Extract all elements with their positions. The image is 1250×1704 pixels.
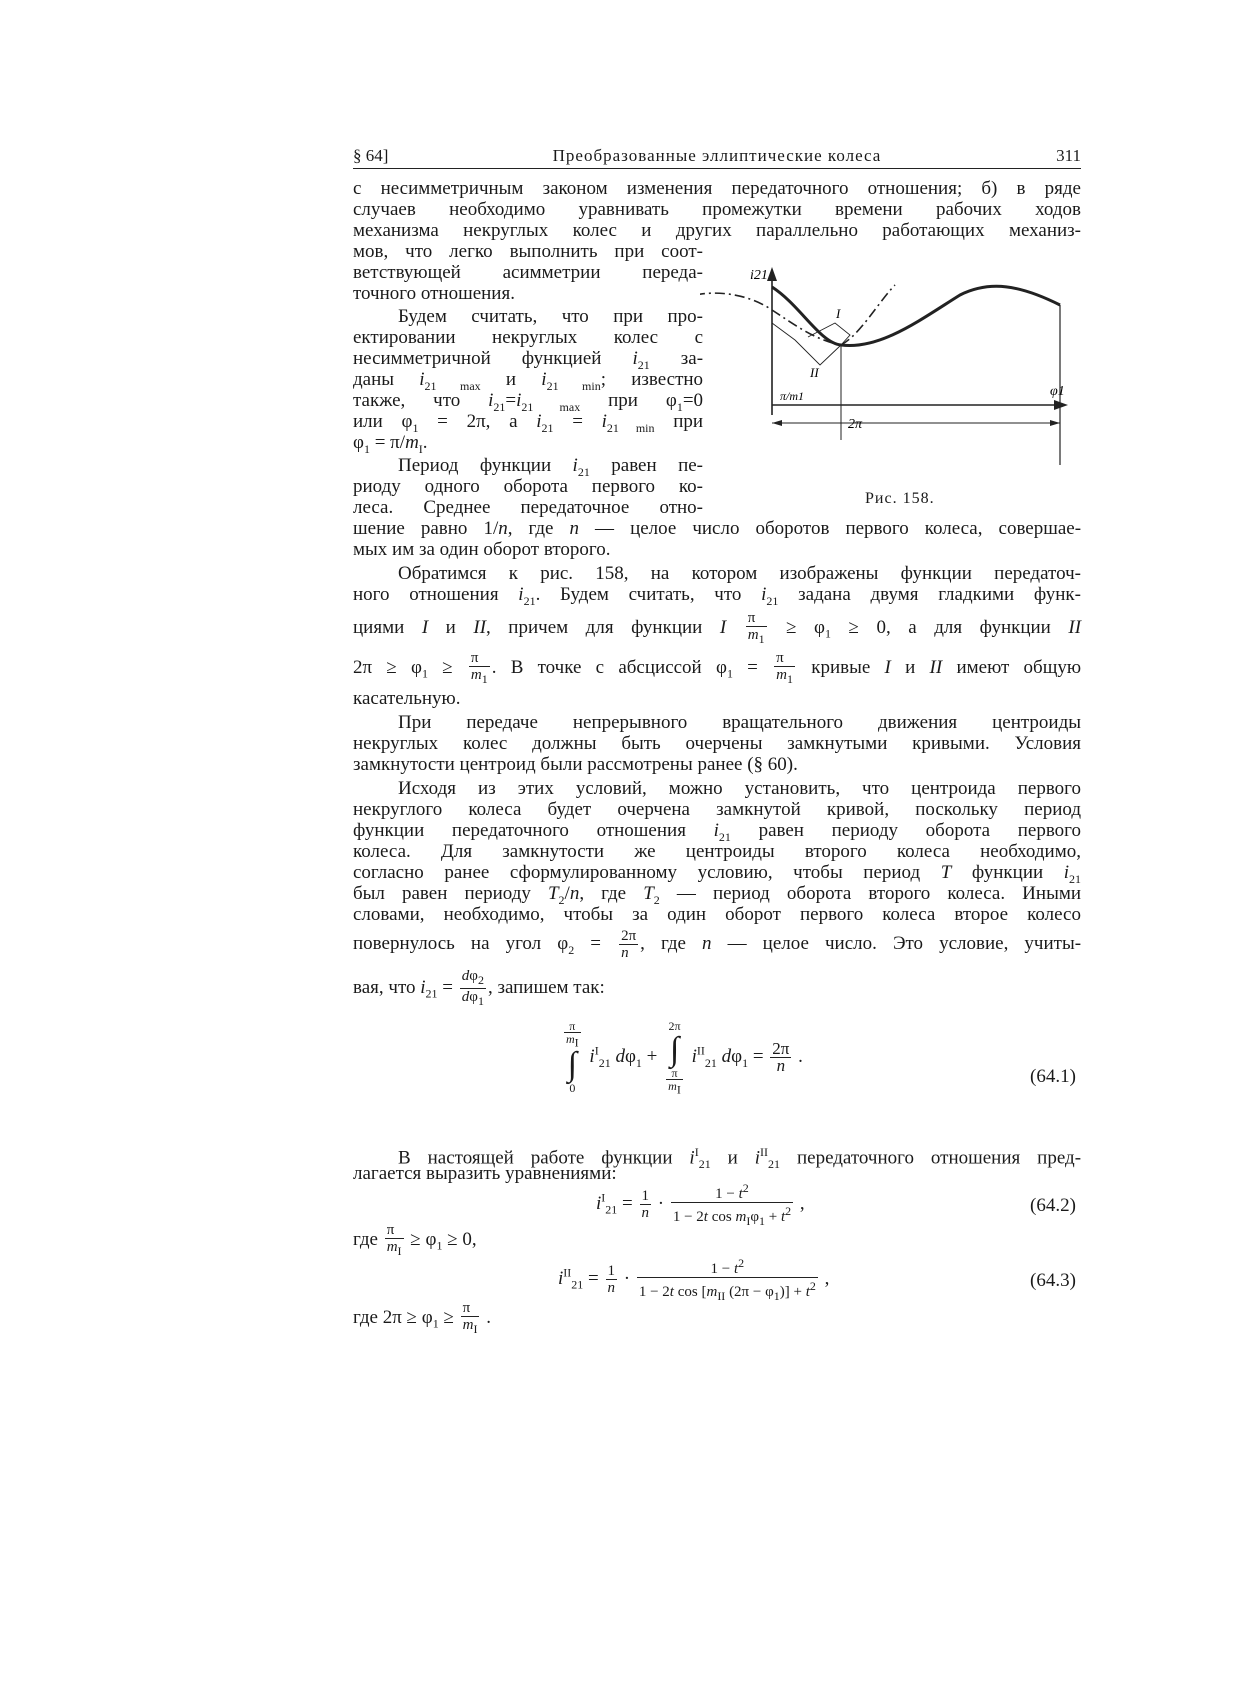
equation-64-2: $i^I_{21}$ = $\frac{1}{n}$ · $\frac{1 - t^2}{1 - 2t \cos m_I\varphi_1 + t^2}$ ,: [596, 1181, 805, 1228]
text-line: некруглых колес должны быть очерчены замкнутыми кривыми. Условия: [353, 733, 1081, 754]
text-line: $2\pi \ge \varphi_1$ ≥ $\frac{\pi}{m_1}$ . В точке с абсциссой $\varphi_1$ = $\frac{\pi}{m_1}$ кривые I и II имеют общую: [353, 650, 1082, 686]
text-line: также, что $i_{21}=i_{21 max}$ при $\varphi_1=0$: [353, 390, 704, 414]
section-number: § 64]: [353, 146, 389, 165]
text-line: с несимметричным законом изменения передаточного отношения; б) в ряде: [353, 178, 1081, 199]
text-line: При передаче непрерывного вращательного движения центроиды: [398, 712, 1081, 733]
text-line: вая, что $i_{21}$ = $\frac{d\varphi_2}{d\varphi_1}$ , запишем так:: [353, 968, 605, 1008]
text-line: случаев необходимо уравнивать промежутки времени рабочих ходов: [353, 199, 1081, 220]
text-line: циями I и II, причем для функции I $\frac{\pi}{m_1}$ ≥ $\varphi_1 \ge 0$, a для функции II: [353, 610, 1082, 646]
text-line: был равен периоду $T_2/n$, где $T_2$ — период оборота второго колеса. Иными: [353, 883, 1082, 907]
text-line: некруглого колеса будет очерчена замкнутой кривой, поскольку период: [353, 799, 1081, 820]
curve-main: [772, 286, 1060, 345]
text-line: ектировании некруглых колес с: [353, 327, 703, 348]
text-line: шение равно 1/n, где n — целое число оборотов первого колеса, совершае-: [353, 518, 1082, 539]
text-line: ного отношения $i_{21}$. Будем считать, что $i_{21}$ задана двумя гладкими функ-: [353, 584, 1081, 608]
curve-label-II: II: [810, 365, 819, 380]
equation-number: (64.2): [1030, 1195, 1076, 1216]
dimension-label-small: π/m1: [780, 389, 805, 403]
text-line: даны $i_{21 max}$ и $i_{21 min}$; известно: [353, 369, 704, 393]
text-line: лагается выразить уравнениями:: [353, 1163, 617, 1184]
equation-64-3: $i^{II}_{21}$ = $\frac{1}{n}$ · $\frac{1 - t^2}{1 - 2t \cos [m_{II} (2\pi - \varphi_1)] + t^2}$ ,: [558, 1256, 830, 1303]
text-line: функции передаточного отношения $i_{21}$ равен периоду оборота первого: [353, 820, 1081, 844]
polygon-II: [772, 323, 841, 365]
text-line: В настоящей работе функции $i^I_{21}$ и $i^{II}_{21}$ передаточного отношения пред-: [398, 1145, 1082, 1172]
text-line: точного отношения.: [353, 283, 515, 304]
text-line: согласно ранее сформулированному условию, чтобы период T функции $i_{21}$: [353, 862, 1082, 886]
text-line: механизма некруглых колес и других параллельно работающих механиз-: [353, 220, 1081, 241]
text-line: Период функции $i_{21}$ равен пе-: [398, 455, 704, 479]
curve-extension-left: [700, 293, 841, 345]
figure-158: [700, 265, 1070, 465]
dimension-label-large: 2π: [848, 417, 863, 432]
text-line: касательную.: [353, 688, 461, 709]
text-line: ветствующей асимметрии переда-: [353, 262, 703, 283]
text-line: леса. Среднее передаточное отно-: [353, 497, 703, 518]
text-line: замкнутости центроид были рассмотрены ранее (§ 60).: [353, 754, 798, 775]
text-line: несимметричной функцией $i_{21}$ за-: [353, 348, 704, 372]
text-line: где $2\pi \ge \varphi_1$ ≥ $\frac{\pi}{m_I}$ .: [353, 1300, 491, 1336]
curve-label-I: I: [836, 306, 841, 321]
dimension-arrow-right: [1050, 420, 1060, 426]
equation-number: (64.3): [1030, 1270, 1076, 1291]
dimension-arrow-left: [772, 420, 782, 426]
chapter-title: Преобразованные эллиптические колеса: [552, 146, 882, 165]
y-axis-arrow: [767, 267, 777, 281]
text-line: $\varphi_1 = \pi/m_I$.: [353, 432, 428, 456]
equation-64-1: $\frac{\pi}{m_I}$ ∫ 0 $i^I_{21}$ $d\varphi_1 + 2\pi$ ∫ $\frac{\pi}{m_I}$ $i^{II}_{21}$ $d\varphi_1$ = $\frac{2\pi}{n}$ .: [566, 1019, 803, 1097]
text-line: мов, что легко выполнить при соот-: [353, 241, 703, 262]
text-line: мых им за один оборот второго.: [353, 539, 611, 560]
page-number: 311: [1056, 146, 1081, 165]
text-line: риоду одного оборота первого ко-: [353, 476, 703, 497]
equation-number: (64.1): [1030, 1066, 1076, 1087]
text-line: повернулось на угол $\varphi_2$ = $\frac{2\pi}{n}$ , где n — целое число. Это условие, учиты-: [353, 928, 1082, 962]
text-line: где $\frac{\pi}{m_I}$ ≥ $\varphi_1 \ge 0$,: [353, 1222, 477, 1258]
text-line: колеса. Для замкнутости же центроиды второго колеса необходимо,: [353, 841, 1081, 862]
figure-caption: Рис. 158.: [865, 490, 935, 507]
text-line: Будем считать, что при про-: [398, 306, 703, 327]
running-header: [353, 146, 1081, 169]
y-axis-label: i21: [750, 268, 768, 283]
x-axis-arrow: [1054, 400, 1068, 410]
text-line: Исходя из этих условий, можно установить, что центроида первого: [398, 778, 1081, 799]
text-line: или $\varphi_1 = 2\pi$, а $i_{21} = i_{21 min}$ при: [353, 411, 704, 435]
text-line: словами, необходимо, чтобы за один оборот первого колеса второе колесо: [353, 904, 1081, 925]
text-line: Обратимся к рис. 158, на котором изображены функции передаточ-: [398, 563, 1081, 584]
x-axis-label: φ1: [1050, 384, 1065, 399]
